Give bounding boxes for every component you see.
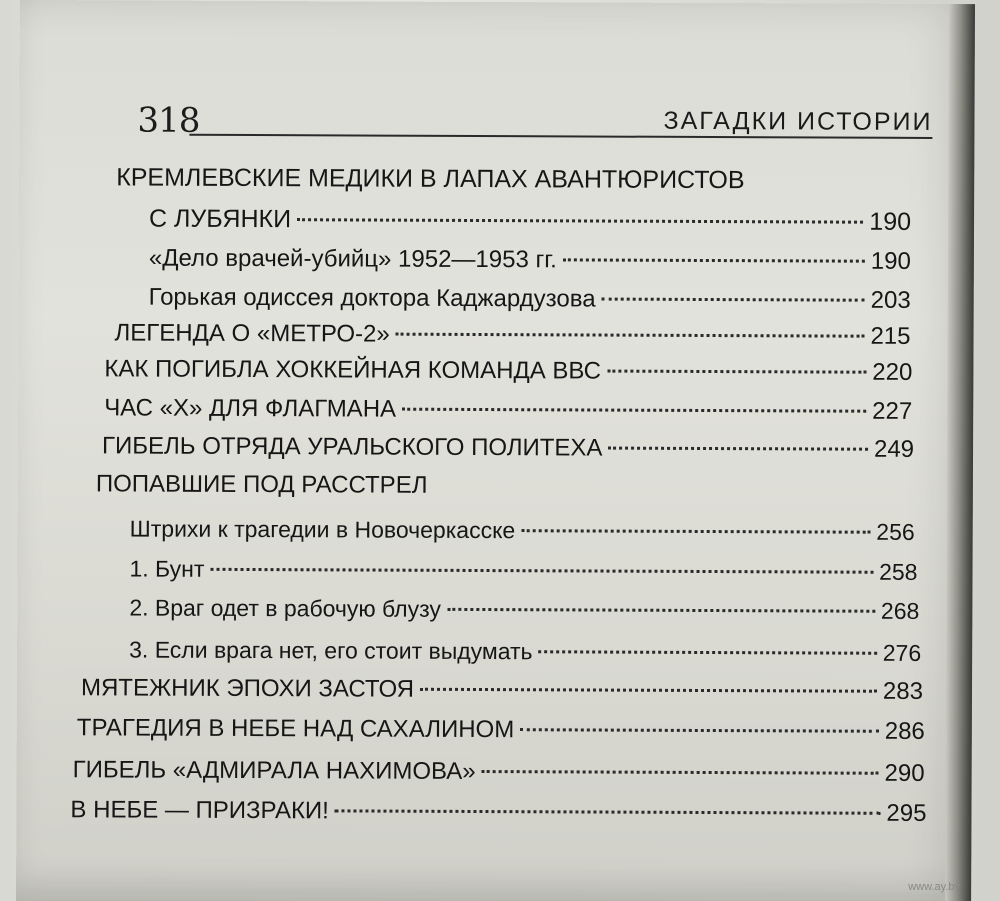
toc-entry-page: 249 bbox=[873, 435, 915, 463]
toc-entry-title: 3. Если врага нет, его стоит выдумать bbox=[129, 636, 533, 665]
dot-leader bbox=[335, 809, 881, 814]
toc-entry-title: 2. Враг одет в рабочую блузу bbox=[129, 594, 441, 622]
toc-entry-page: 190 bbox=[870, 247, 911, 275]
toc-entry bbox=[129, 636, 921, 666]
book-page bbox=[16, 0, 975, 901]
toc-entry-page: 295 bbox=[886, 799, 927, 827]
toc-entry bbox=[129, 594, 919, 624]
toc-entry-title: КАК ПОГИБЛА ХОККЕЙНАЯ КОМАНДА ВВС bbox=[104, 355, 602, 385]
dot-leader bbox=[420, 688, 877, 693]
dot-leader bbox=[539, 650, 877, 654]
toc-entry bbox=[149, 205, 911, 237]
dot-leader bbox=[297, 218, 863, 223]
toc-entry bbox=[77, 714, 925, 746]
toc-entry bbox=[102, 432, 914, 464]
dot-leader bbox=[210, 568, 873, 574]
watermark: www.ay.by bbox=[908, 881, 960, 893]
dot-leader bbox=[482, 770, 879, 775]
toc-entry-page: 256 bbox=[876, 518, 915, 545]
toc-entry-title: «Дело врачей-убийц» 1952—1953 гг. bbox=[148, 244, 557, 274]
dot-leader bbox=[402, 408, 866, 413]
dot-leader bbox=[396, 333, 865, 338]
toc-entry-title: ЛЕГЕНДА О «МЕТРО-2» bbox=[114, 319, 390, 348]
toc-entry-title: КРЕМЛЕВСКИЕ МЕДИКИ В ЛАПАХ АВАНТЮРИСТОВ bbox=[116, 163, 745, 195]
toc-entry-title: ПОПАВШИЕ ПОД РАССТРЕЛ bbox=[95, 470, 428, 499]
page-number: 318 bbox=[137, 100, 200, 141]
toc-entry-title: С ЛУБЯНКИ bbox=[148, 204, 292, 234]
toc-entry-title: Горькая одиссея доктора Каджардузова bbox=[148, 283, 596, 313]
toc-entry-page: 290 bbox=[884, 759, 925, 787]
toc-entry-page: 190 bbox=[869, 207, 912, 236]
toc-entry-page: 286 bbox=[884, 717, 925, 745]
toc-entry-page: 258 bbox=[879, 558, 918, 585]
running-head: ЗАГАДКИ ИСТОРИИ bbox=[663, 106, 933, 136]
toc-entry bbox=[130, 515, 915, 545]
page-edge-shadow bbox=[945, 4, 975, 901]
toc-entry-page: 220 bbox=[872, 358, 913, 386]
toc-entry-title: В НЕБЕ — ПРИЗРАКИ! bbox=[70, 796, 329, 825]
dot-leader bbox=[602, 298, 865, 302]
dot-leader bbox=[608, 447, 868, 451]
toc-entry bbox=[104, 355, 912, 387]
toc-entry bbox=[129, 555, 917, 585]
dot-leader bbox=[520, 728, 879, 733]
toc-entry bbox=[81, 674, 923, 706]
page-header bbox=[137, 101, 932, 148]
toc-entry bbox=[149, 245, 911, 276]
toc-entry-page: 268 bbox=[880, 597, 920, 624]
toc-entry bbox=[149, 284, 911, 315]
toc-entry bbox=[73, 756, 925, 788]
toc-entry-title: 1. Бунт bbox=[129, 555, 205, 582]
toc-entry-page: 283 bbox=[882, 677, 924, 705]
dot-leader bbox=[607, 370, 866, 374]
toc-entry-title: Штрихи к трагедии в Новочеркасске bbox=[129, 515, 516, 544]
toc-entry bbox=[70, 796, 926, 828]
toc-entry-page: 215 bbox=[870, 322, 911, 350]
toc-entry-title: ГИБЕЛЬ ОТРЯДА УРАЛЬСКОГО ПОЛИТЕХА bbox=[101, 432, 603, 462]
toc-entry bbox=[104, 394, 912, 426]
toc-entry-title: МЯТЕЖНИК ЭПОХИ ЗАСТОЯ bbox=[80, 674, 415, 703]
toc-entry-page: 276 bbox=[882, 639, 922, 666]
toc-entry-page: 203 bbox=[870, 286, 911, 314]
dot-leader bbox=[563, 258, 865, 262]
dot-leader bbox=[521, 529, 870, 534]
toc-entry bbox=[96, 470, 428, 499]
dot-leader bbox=[447, 608, 875, 613]
toc-entry-title: ЧАС «Х» ДЛЯ ФЛАГМАНА bbox=[104, 394, 397, 423]
toc-entry bbox=[114, 319, 910, 350]
toc-entry bbox=[116, 163, 744, 195]
toc-entry-page: 227 bbox=[872, 397, 913, 425]
toc-entry-title: ТРАГЕДИЯ В НЕБЕ НАД САХАЛИНОМ bbox=[76, 714, 515, 744]
toc-entry-title: ГИБЕЛЬ «АДМИРАЛА НАХИМОВА» bbox=[72, 756, 476, 785]
